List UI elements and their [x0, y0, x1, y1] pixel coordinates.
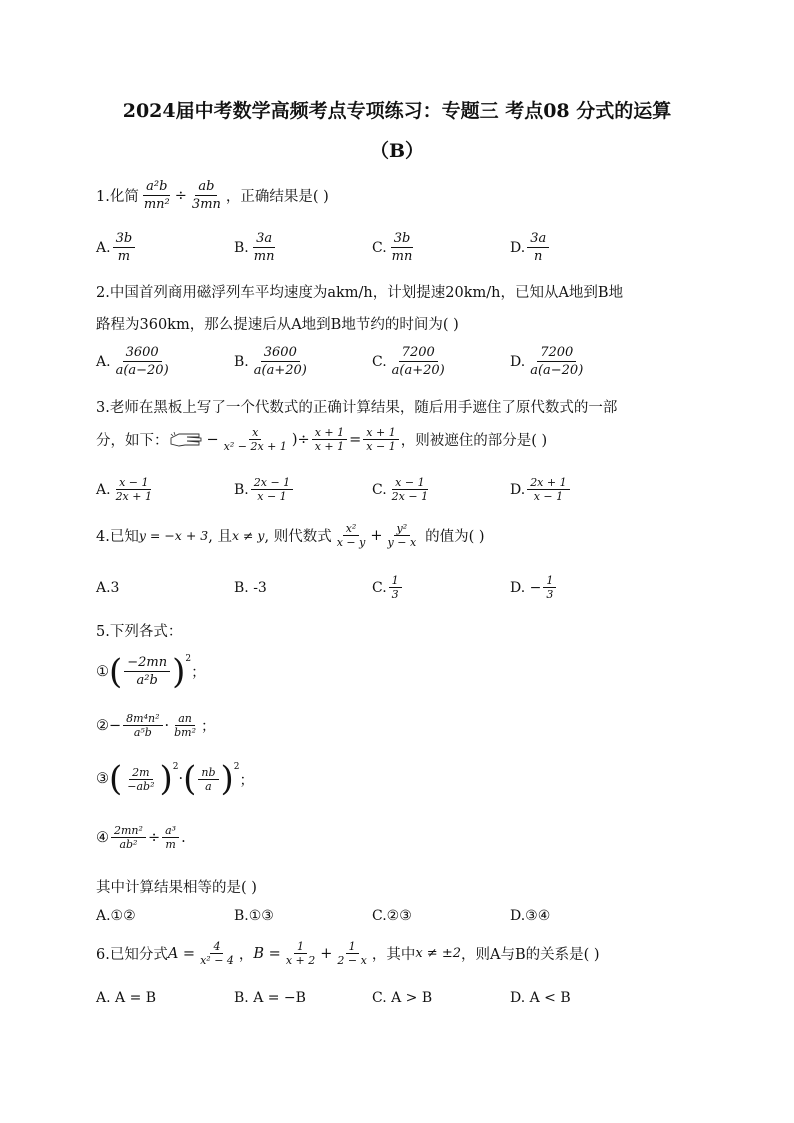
q1-fraction-1: $\frac{\text{a²b}}{\text{mn²}}$ — [143, 179, 170, 212]
q4-option-b: B. -3 — [234, 580, 267, 596]
q4-condition-2: x ≠ y — [231, 528, 265, 543]
q5-expression-2: ② − $\frac{\text{8m⁴n²}}{\text{a⁵b}}$ · $\frac{an}{\text{bm²}}$ ； — [96, 712, 216, 739]
q4-option-a: A.3 — [96, 580, 120, 596]
q4-option-d: D. − $\frac{1}{3}$ — [510, 574, 558, 601]
q1-option-a: A. $\frac{3b}{m}$ — [96, 230, 137, 265]
q3-line-1: 3.老师在黑板上写了一个代数式的正确计算结果，随后用手遮住了原代数式的一部 — [96, 400, 618, 416]
q4-option-c: C. $\frac{1}{3}$ — [372, 574, 404, 601]
q5-expression-1: ① ( $\frac{-2mn}{\text{a²b}}$ ) $^2$ ； — [96, 651, 206, 692]
q6-fraction-b2: $\frac{1}{2 - x}$ — [337, 940, 367, 967]
q5-expression-3: ③ ( $\frac{2m}{\text{−ab²}}$ ) $^2$ · ( $\frac{nb}{a}$ ) $^2$ ； — [96, 759, 255, 799]
q1-option-d: D. $\frac{3a}{n}$ — [510, 230, 551, 265]
q5-option-d: D.③④ — [510, 908, 551, 924]
document-title: 2024届中考数学高频考点专项练习：专题三 考点08 分式的运算 — [122, 100, 672, 122]
q3-tail: ，则被遮住的部分是( ) — [400, 433, 548, 449]
q6-option-c: C. A > B — [372, 990, 433, 1006]
q2-option-c: C. $\frac{7200}{a(a+20)}$ — [372, 345, 445, 378]
q4-fraction-1: $\frac{\text{x²}}{x - y}$ — [336, 522, 366, 549]
q6-option-d: D. A < B — [510, 990, 571, 1006]
q2-option-a: A. $\frac{3600}{a(a-20)}$ — [96, 345, 169, 378]
q3-option-a: A. $\frac{x - 1}{2x + 1}$ — [96, 476, 152, 503]
q3-fraction-3: $\frac{x + 1}{x - 1}$ — [363, 426, 398, 453]
q5-expression-4: ④ $\frac{\text{2mn²}}{\text{ab²}}$ ÷ $\frac{\text{a³}}{m}$ . — [96, 824, 186, 851]
q2-line-2: 路程为360km，那么提速后从A地到B地节约的时间为( ) — [96, 317, 459, 333]
q1-operator: ÷ — [174, 187, 187, 204]
question-6: 6.已知分式 A = $\frac{4}{\text{x² − 4}}$ ， B = $\frac{1}{x + 2}$ + $\frac{1}{2 - x}$ ，其中 x ≠ ±2 ，则A与B的关系是( ) — [96, 940, 600, 967]
q5-question: 其中计算结果相等的是( ) — [96, 880, 257, 896]
q3-pre: 分，如下： — [96, 433, 169, 449]
covering-hand-icon — [169, 430, 205, 450]
q6-option-b: B. A = −B — [234, 990, 306, 1006]
q3-option-b: B. $\frac{2x - 1}{x - 1}$ — [234, 476, 295, 503]
q1-fraction-2: $\frac{ab}{3mn}$ — [191, 179, 221, 212]
q3-option-d: D. $\frac{2x + 1}{x - 1}$ — [510, 476, 572, 503]
q4-condition-1: y = −x + 3 — [138, 528, 209, 543]
q6-fraction-a: $\frac{4}{\text{x² − 4}}$ — [200, 940, 234, 967]
q1-option-b: B. $\frac{3a}{mn}$ — [234, 231, 275, 264]
q4-fraction-2: $\frac{\text{y²}}{y - x}$ — [387, 522, 417, 549]
q6-fraction-b1: $\frac{1}{x + 2}$ — [285, 940, 316, 967]
q1-stem: 1.化简 — [96, 189, 139, 205]
q5-option-b: B.①③ — [234, 908, 274, 924]
q3-option-c: C. $\frac{x - 1}{2x - 1}$ — [372, 476, 429, 503]
q2-line-1: 2.中国首列商用磁浮列车平均速度为akm/h，计划提速20km/h，已知从A地到B地 — [96, 285, 624, 301]
q5-option-a: A.①② — [96, 908, 136, 924]
question-4: 4.已知 y = −x + 3 , 且 x ≠ y , 则代数式 $\frac{\text{x²}}{x - y}$ + $\frac{\text{y²}}{y - x}$ 的值为( ) — [96, 522, 485, 549]
q1-option-c: C. $\frac{3b}{mn}$ — [372, 231, 413, 264]
q3-fraction-1: $\frac{x}{\text{x² − 2x + 1}}$ — [223, 426, 287, 453]
q5-option-c: C.②③ — [372, 908, 412, 924]
q6-option-a: A. A = B — [96, 990, 157, 1006]
q2-option-d: D. $\frac{7200}{a(a-20)}$ — [510, 345, 584, 378]
document-subtitle: （B） — [369, 140, 425, 162]
question-1 — [96, 178, 329, 213]
q2-option-b: B. $\frac{3600}{a(a+20)}$ — [234, 345, 307, 378]
q3-line-2: 分，如下： − $\frac{x}{\text{x² − 2x + 1}}$ )÷ $\frac{x + 1}{x + 1}$ = $\frac{x + 1}{x - 1}$ ，则被遮住的部分是( ) — [96, 426, 548, 453]
q5-stem: 5.下列各式： — [96, 624, 183, 640]
q1-tail: ，正确结果是( ) — [225, 189, 329, 205]
q3-fraction-2: $\frac{x + 1}{x + 1}$ — [312, 426, 347, 453]
